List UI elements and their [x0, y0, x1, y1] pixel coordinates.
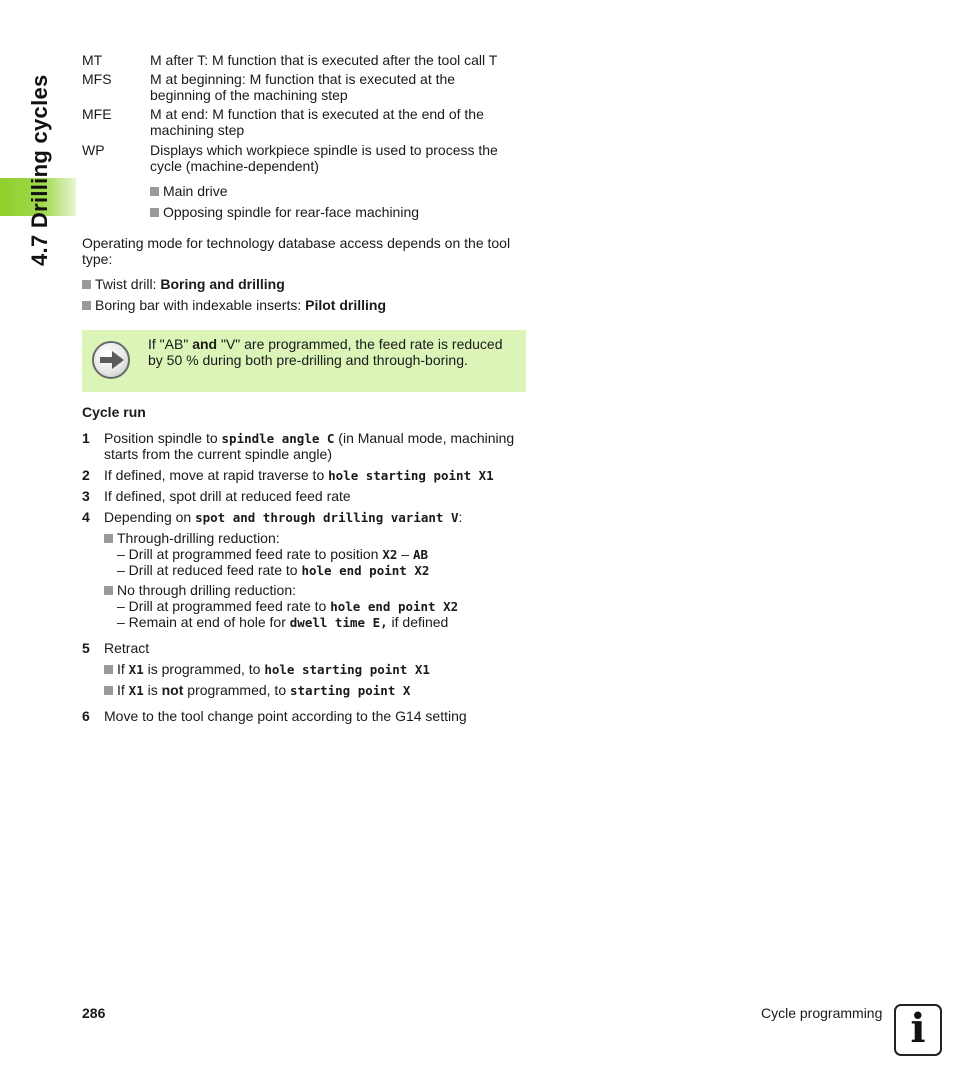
bullet-square-icon [104, 665, 113, 674]
page-number: 286 [82, 1005, 106, 1021]
tool-type-boring-bar: Boring bar with indexable inserts: Pilot drilling [82, 297, 386, 313]
note-text-line2: by 50 % during both pre-drilling and through-boring. [148, 352, 468, 368]
step5-option-x1-programmed: If X1 is programmed, to hole starting point X1 [104, 661, 430, 678]
bullet-square-icon [104, 534, 113, 543]
step-text: Depending on spot and through drilling variant V: [104, 509, 463, 525]
term-mfe: MFE [82, 106, 112, 122]
step-number: 3 [82, 488, 90, 504]
info-icon: i [894, 1004, 942, 1056]
footer-section-title: Cycle programming [761, 1005, 883, 1021]
arrow-right-icon [92, 341, 130, 379]
step-number: 6 [82, 708, 90, 724]
step4-option2-substep1: – Drill at programmed feed rate to hole end point X2 [117, 598, 459, 614]
step-number: 4 [82, 509, 90, 525]
term-mfs: MFS [82, 71, 112, 87]
step4-option1-substep1: – Drill at programmed feed rate to position X2 – AB [117, 546, 429, 562]
side-tab-title-text: 4.7 Drilling cycles [27, 74, 52, 266]
bullet-square-icon [150, 208, 159, 217]
step-text: If defined, move at rapid traverse to hole starting point X1 [104, 467, 494, 483]
step4-option2-substep2: – Remain at end of hole for dwell time E, if defined [117, 614, 449, 630]
operating-mode-text-line2: type: [82, 251, 113, 267]
bullet-square-icon [104, 686, 113, 695]
desc-mfe-line2: machining step [150, 122, 245, 138]
step5-option-x1-not-programmed: If X1 is not programmed, to starting point X [104, 682, 410, 699]
term-mt: MT [82, 52, 103, 68]
step-text: If defined, spot drill at reduced feed rate [104, 488, 351, 504]
wp-option-main-drive: Main drive [150, 183, 228, 199]
bullet-square-icon [104, 586, 113, 595]
note-text-line1: If "AB" and "V" are programmed, the feed rate is reduced [148, 336, 503, 352]
desc-mfe-line1: M at end: M function that is executed at the end of the [150, 106, 484, 122]
side-tab-title [22, 50, 62, 280]
step4-option1-substep2: – Drill at reduced feed rate to hole end point X2 [117, 562, 430, 578]
desc-mt: M after T: M function that is executed after the tool call T [150, 52, 498, 68]
bullet-square-icon [82, 280, 91, 289]
desc-wp-line2: cycle (machine-dependent) [150, 158, 319, 174]
desc-wp-line1: Displays which workpiece spindle is used to process the [150, 142, 498, 158]
step-text: Move to the tool change point according to the G14 setting [104, 708, 467, 724]
step-text: Retract [104, 640, 150, 656]
step4-option-no-reduction: No through drilling reduction: [104, 582, 296, 598]
step-number: 1 [82, 430, 90, 446]
cycle-run-heading: Cycle run [82, 404, 146, 420]
wp-option-opposing-spindle: Opposing spindle for rear-face machining [150, 204, 419, 220]
step-text-line2: starts from the current spindle angle) [104, 446, 332, 462]
step4-option-through-drilling: Through-drilling reduction: [104, 530, 280, 546]
bullet-square-icon [150, 187, 159, 196]
step-number: 2 [82, 467, 90, 483]
step-number: 5 [82, 640, 90, 656]
step-text: Position spindle to spindle angle C (in Manual mode, machining [104, 430, 515, 446]
tool-type-twist-drill: Twist drill: Boring and drilling [82, 276, 285, 292]
desc-mfs-line1: M at beginning: M function that is executed at the [150, 71, 456, 87]
desc-mfs-line2: beginning of the machining step [150, 87, 348, 103]
operating-mode-text-line1: Operating mode for technology database access depends on the tool [82, 235, 511, 251]
term-wp: WP [82, 142, 105, 158]
bullet-square-icon [82, 301, 91, 310]
